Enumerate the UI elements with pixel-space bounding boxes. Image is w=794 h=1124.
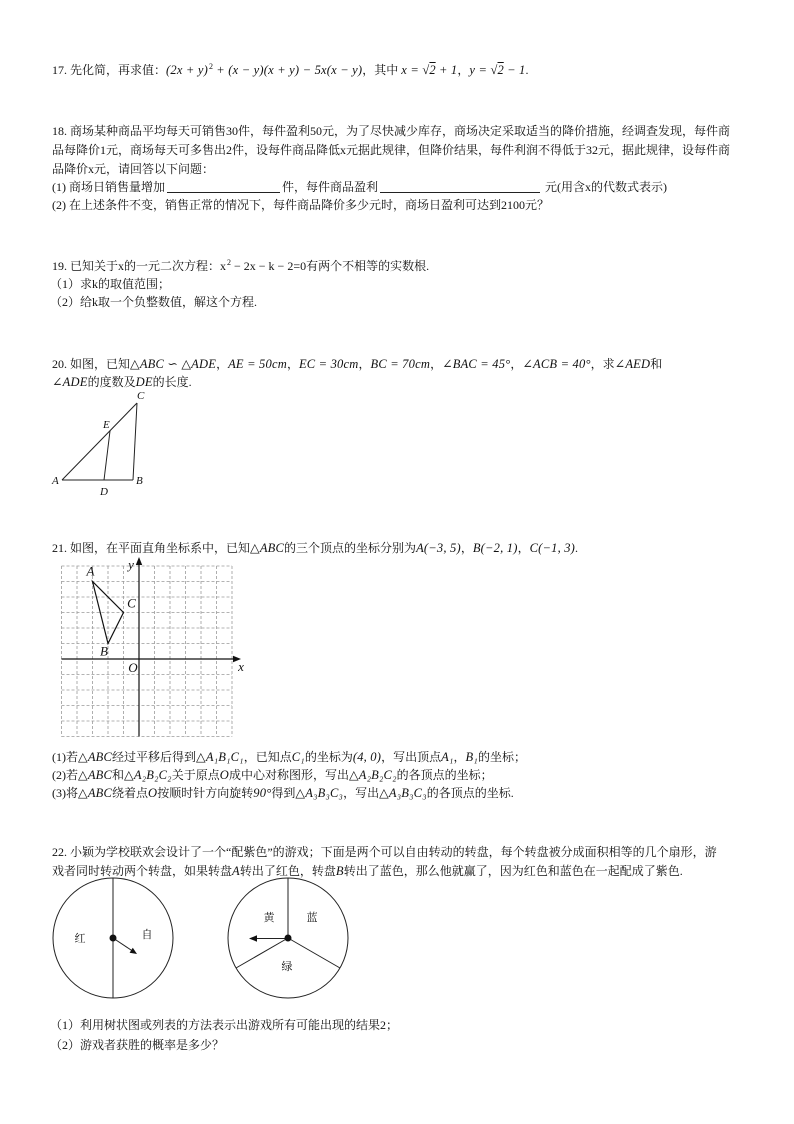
q17-line (52, 61, 529, 79)
radicand: 2 (497, 63, 504, 77)
text-run: ，求 (590, 357, 615, 371)
answer-blank (167, 180, 280, 193)
text-run: 和 (112, 768, 125, 782)
text-run: 转出了蓝色，那么他就赢了，因为红色和蓝色在一起配成了紫色. (343, 864, 683, 878)
text-run: 的各顶点的坐标； (396, 768, 493, 782)
superscript: 2 (227, 258, 232, 267)
math-run: AE = 50cm (228, 357, 287, 371)
vertex-label-a: A (52, 475, 59, 487)
math-run: y = √ (469, 63, 498, 77)
math-run: O (219, 768, 229, 782)
math-run: + (x − y)(x + y) − 5x(x − y) (212, 63, 363, 77)
text-run: (1)若 (52, 750, 78, 764)
text-run: 的各顶点的坐标. (426, 786, 514, 800)
vertex-label: C (127, 595, 136, 611)
text-run: 的长度. (152, 375, 192, 389)
math-run: x = √ (401, 63, 430, 77)
math-run: DE (135, 375, 153, 389)
text-run: 的三个顶点的坐标分别为 (284, 541, 417, 555)
math-run: + 1 (435, 63, 458, 77)
math-run: − 1 (503, 63, 526, 77)
text-run: 件，每件商品盈利 (282, 180, 379, 194)
math-run: (4, 0) (352, 750, 382, 764)
spinner-b-label-top-right: 蓝 (306, 912, 318, 924)
math-run: △ABC (78, 750, 113, 764)
q21-sub-3 (52, 784, 514, 802)
text-run: ，写出顶点 (381, 750, 442, 764)
answer-blank (380, 180, 540, 193)
q18-line-1 (52, 122, 730, 140)
origin-label: O (128, 660, 138, 675)
spinner-b (228, 878, 348, 998)
q19-line (52, 257, 429, 275)
triangle-figure (50, 385, 160, 505)
vertex-label-e: E (103, 419, 110, 431)
text-run: (1) 商场日销售量增加 (52, 180, 165, 194)
math-run: 90° (253, 786, 272, 800)
text-run: 成中心对称图形，写出 (228, 768, 349, 782)
q21-sub-2 (52, 766, 493, 784)
text-run: ，其中 (362, 63, 402, 77)
text-run: 17. 先化简，再求值： (52, 63, 167, 77)
spinner-a (53, 878, 173, 998)
q20-line-1 (52, 355, 662, 373)
q22-sub-2 (50, 1036, 224, 1054)
q22-line-1 (52, 843, 717, 861)
vertex-label-d: D (100, 486, 108, 498)
spinner-b-label-bottom: 绿 (281, 961, 293, 973)
q18-line-3 (52, 160, 214, 178)
text-run: 按顺时针方向旋转 (157, 786, 254, 800)
math-run: C₁ (291, 750, 305, 764)
text-run: （2）游戏者获胜的概率是多少？ (50, 1038, 225, 1052)
q18-sub-1 (52, 178, 667, 196)
text-run: ， (457, 63, 470, 77)
math-run: ∠ADE (52, 375, 88, 389)
text-run: ，已知点 (243, 750, 292, 764)
math-run: △ABC (250, 541, 285, 555)
math-run: A(−3, 5) (416, 541, 461, 555)
math-run: △ABC (78, 768, 113, 782)
text-run: 元(用含x的代数式表示) (542, 180, 668, 194)
text-run: 20. 如图，已知 (52, 357, 131, 371)
math-run: B (335, 864, 344, 878)
text-run: . (575, 541, 579, 555)
math-run: A (232, 864, 240, 878)
vertex-label: A (86, 563, 95, 579)
text-run: （2）给k取一个负整数值，解这个方程. (50, 295, 258, 309)
vertex-label-c: C (137, 390, 145, 402)
math-run: △A₂B₂C₂ (124, 768, 172, 782)
spinner-b-center (285, 935, 292, 942)
text-run: 绕着点 (112, 786, 149, 800)
math-run: B(−2, 1) (472, 541, 518, 555)
text-run: ，写出 (343, 786, 380, 800)
math-run: ∠BAC = 45° (442, 357, 511, 371)
spinner-a-pointer (113, 938, 133, 951)
text-run: ， (460, 541, 473, 555)
y-axis-label: y (128, 557, 134, 572)
spinner-b-divider (236, 938, 288, 968)
math-run: △ABC ∽ △ADE (130, 357, 217, 371)
q22-sub-1 (50, 1016, 398, 1034)
text-run: 18. 商场某种商品平均每天可销售30件，每件盈利50元，为了尽快减少库存，商场决定采取适当的降价措施，经调查发现，每件商 (52, 124, 731, 138)
text-run: ， (517, 541, 530, 555)
q19-sub-1 (50, 275, 170, 293)
text-run: 转出了红色，转盘 (239, 864, 336, 878)
spinner-b-divider (288, 938, 340, 968)
y-axis-arrow-icon (136, 557, 142, 565)
segment-ac (62, 403, 137, 480)
spinner-a-label-right: 自 (141, 929, 153, 941)
math-run: △A₃B₃C₃ (379, 786, 427, 800)
segment-de (104, 431, 110, 480)
q21-sub-1 (52, 748, 526, 766)
vertex-label: B (100, 643, 108, 659)
vertex-label-b: B (136, 475, 143, 487)
text-run: 和 (650, 357, 663, 371)
math-run: BC = 70cm (370, 357, 431, 371)
math-run: C(−1, 3) (529, 541, 576, 555)
text-run: 19. 已知关于x的一元二次方程：x (52, 259, 227, 273)
text-run: 22. 小颖为学校联欢会设计了一个“配紫色”的游戏；下面是两个可以自由转动的转盘，每个转盘被分成面积相等的几个扇形，游 (52, 845, 717, 859)
text-run: (3)将 (52, 786, 78, 800)
coordinate-grid-figure (50, 555, 255, 745)
q18-line-2 (52, 141, 730, 159)
q19-sub-2 (50, 293, 257, 311)
math-run: O (148, 786, 158, 800)
text-run: 的坐标为 (304, 750, 353, 764)
text-run: . (525, 63, 529, 77)
math-run: △A₁B₁C₁ (196, 750, 244, 764)
text-run: 得到 (271, 786, 296, 800)
text-run: ， (216, 357, 229, 371)
text-run: (2)若 (52, 768, 78, 782)
text-run: ， (358, 357, 371, 371)
math-run: △A₂B₂C₂ (348, 768, 397, 782)
text-run: （1）利用树状图或列表的方法表示出游戏所有可能出现的结果2； (50, 1018, 399, 1032)
spinner-a-center (110, 935, 117, 942)
text-run: ， (286, 357, 299, 371)
text-run: 品降价x元，请回答以下问题： (52, 162, 215, 176)
math-run: ∠AED (614, 357, 651, 371)
math-run: A₁ (441, 750, 454, 764)
text-run: （1）求k的取值范围； (50, 277, 171, 291)
text-run: 21. 如图，在平面直角坐标系中，已知 (52, 541, 251, 555)
text-run: 的坐标； (477, 750, 526, 764)
text-run: 品每降价1元，商场每天可多售出2件，设每件商品降低x元据此规律，但降价结果，每件利润不得低于32元，据此规律，设每件商 (52, 143, 731, 157)
spinner-a-label-left: 红 (74, 933, 86, 945)
math-run: △ABC (78, 786, 113, 800)
text-run: − 2x − k − 2=0有两个不相等的实数根. (231, 259, 430, 273)
text-run: ， (510, 357, 523, 371)
math-run: (2x + y) (166, 63, 208, 77)
spinners-figure (50, 875, 360, 1005)
math-run: ∠ACB = 40° (522, 357, 591, 371)
math-run: EC = 30cm (298, 357, 359, 371)
superscript: 2 (208, 62, 213, 71)
text-run: (2) 在上述条件不变，销售正常的情况下，每件商品降价多少元时，商场日盈利可达到2100元？ (52, 198, 549, 212)
text-run: ， (453, 750, 466, 764)
math-run: B₁ (465, 750, 478, 764)
text-run: 的度数及 (87, 375, 136, 389)
text-run: 戏者同时转动两个转盘，如果转盘 (52, 864, 233, 878)
text-run: ， (430, 357, 443, 371)
x-axis-label: x (238, 659, 244, 674)
text-run: 经过平移后得到 (112, 750, 197, 764)
q18-sub-2 (52, 196, 549, 214)
spinner-a-pointer-arrow-icon (130, 948, 137, 954)
segment-bc (133, 403, 137, 480)
spinner-b-pointer-arrow-icon (249, 935, 257, 941)
radicand: 2 (429, 63, 436, 77)
math-run: △A₃B₃C₃ (295, 786, 344, 800)
text-run: 关于原点 (171, 768, 220, 782)
spinner-b-label-top-left: 黄 (263, 912, 275, 924)
